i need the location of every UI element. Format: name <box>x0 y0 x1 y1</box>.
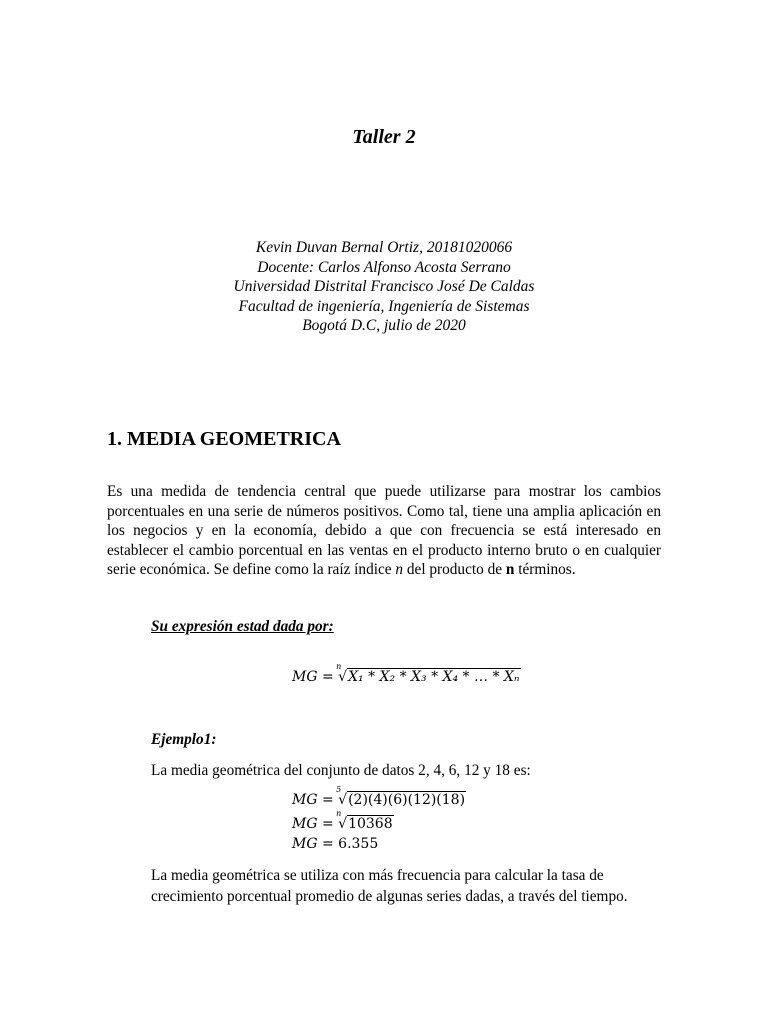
paragraph-text-mid: del producto de <box>406 561 503 579</box>
radical-sign-icon: √ <box>338 669 348 685</box>
faculty-line: Facultad de ingeniería, Ingeniería de Sistemas <box>238 297 530 315</box>
closing-paragraph: La media geométrica se utiliza con más frecuencia para calcular la tasa de crecimiento porcentual promedio de algunas series dadas, a través del tiempo. <box>151 867 628 905</box>
root-index: n <box>336 662 342 671</box>
paragraph-text-end: términos. <box>518 561 576 579</box>
root-index: n <box>336 809 342 818</box>
formula-lhs: MG = <box>292 669 334 685</box>
example-intro: La media geométrica del conjunto de datos 2, 4, 6, 12 y 18 es: <box>151 762 531 779</box>
step-lhs: MG = <box>292 792 334 808</box>
example-step-1 <box>292 785 466 808</box>
document-title: Taller 2 <box>352 126 416 148</box>
step-radicand: (2)(4)(6)(12)(18) <box>348 792 466 808</box>
nth-root <box>336 785 466 808</box>
paragraph-text: Es una medida de tendencia central que puede utilizarse para mostrar los cambios porcentuales en una serie de números positivos. Como tal, tiene una amplia aplicación en los negocios y en la economía, debido a que con frecuencia se está interesado en establecer el cambio porcentual en las ventas en el producto interno bruto o en cualquier serie económica. Se define como la raíz índice <box>107 483 661 579</box>
example-title: Ejemplo1: <box>151 731 217 748</box>
example-step-3 <box>292 836 378 852</box>
place-date-line: Bogotá D.C, julio de 2020 <box>302 317 466 334</box>
definition-paragraph <box>107 482 661 580</box>
step-radicand: 10368 <box>348 816 393 832</box>
section-heading: 1. MEDIA GEOMETRICA <box>107 428 341 450</box>
example-step-2 <box>292 809 394 832</box>
university-line: Universidad Distrital Francisco José De Caldas <box>233 278 535 295</box>
step-result: 6.355 <box>338 836 379 852</box>
nth-root <box>336 809 393 832</box>
paragraph-var-n: n <box>395 561 404 579</box>
radical-sign-icon: √ <box>338 816 348 832</box>
formula-radicand: X₁ * X₂ * X₃ * X₄ * … * Xₙ <box>348 669 520 685</box>
teacher-line: Docente: Carlos Alfonso Acosta Serrano <box>257 258 511 276</box>
expression-subheading: Su expresión estad dada por: <box>151 618 334 635</box>
root-index: 5 <box>336 785 342 794</box>
geometric-mean-formula <box>292 662 521 685</box>
step-lhs: MG = <box>292 816 334 832</box>
author-name-line: Kevin Duvan Bernal Ortiz, 20181020066 <box>255 239 513 256</box>
author-block <box>0 238 768 336</box>
paragraph-bold-n: n <box>505 561 515 579</box>
radical-sign-icon: √ <box>338 792 348 808</box>
step-lhs: MG = <box>292 836 334 852</box>
nth-root <box>336 662 520 685</box>
